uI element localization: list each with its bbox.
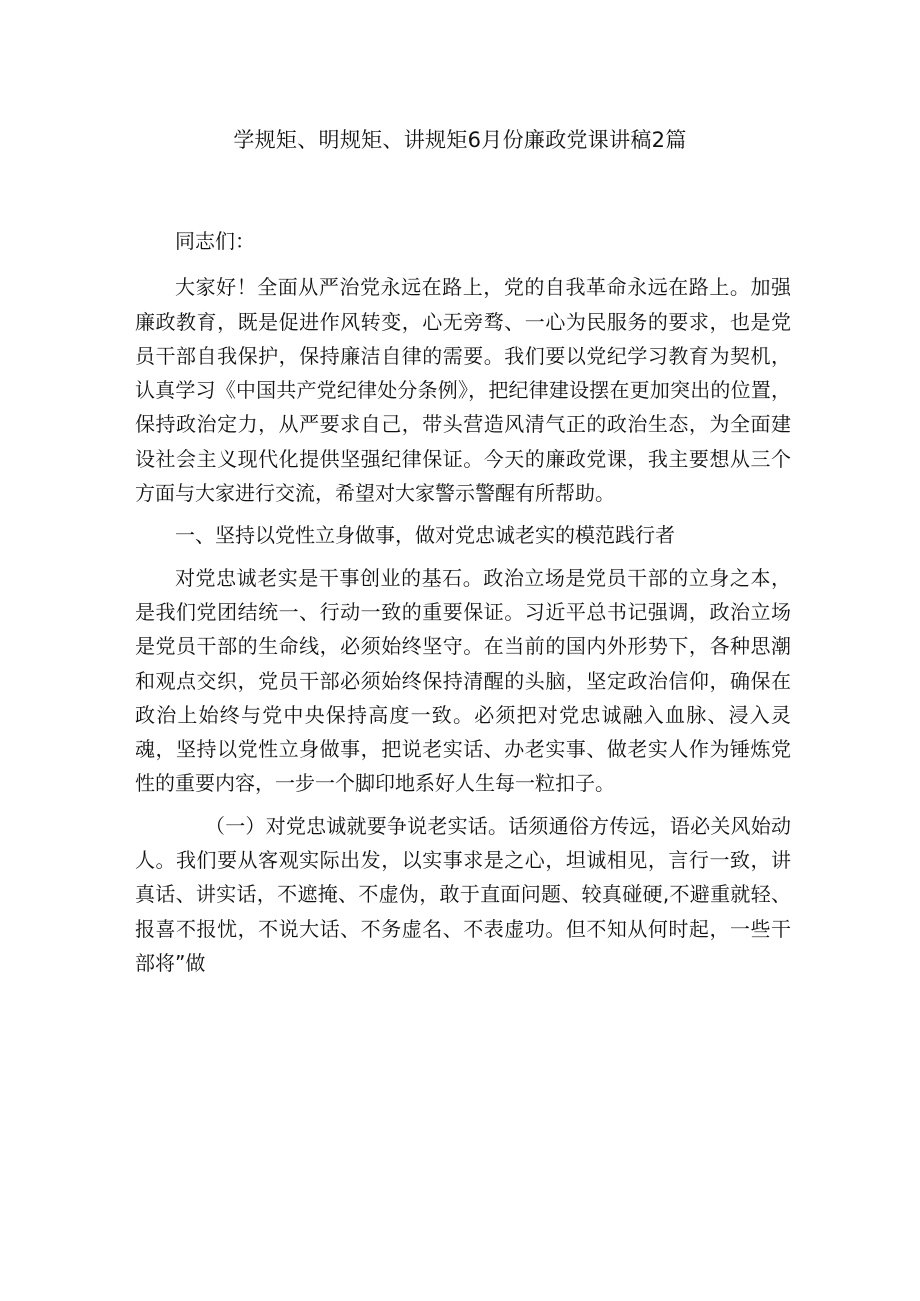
subsection-1-paragraph: （一）对党忠诚就要争说老实话。话须通俗方传远，语必关风始动人。我们要从客观实际出发，以实事求是之心，坦诚相见，言行一致，讲真话、讲实话，不遮掩、不虚伪，敢于直面问题、较真碰硬,不避重就轻、报喜不报忧，不说大话、不务虚名、不表虚功。但不知从何时起，一些干部将”做: [135, 813, 791, 975]
section-1-paragraph: 对党忠诚老实是干事创业的基石。政治立场是党员干部的立身之本，是我们党团结统一、行动一致的重要保证。习近平总书记强调，政治立场是党员干部的生命线，必须始终坚守。在当前的国内外形势下，各种思潮和观点交织，党员干部必须始终保持清醒的头脑，坚定政治信仰，确保在政治上始终与党中央保持高度一致。必须把对党忠诚融入血脉、浸入灵魂，坚持以党性立身做事，把说老实话、办老实事、做老实人作为锤炼党性的重要内容，一步一个脚印地系好人生每一粒扣子。: [135, 565, 791, 796]
intro-paragraph: 大家好！全面从严治党永远在路上，党的自我革命永远在路上。加强廉政教育，既是促进作风转变，心无旁骛、一心为民服务的要求，也是党员干部自我保护，保持廉洁自律的需要。我们要以党纪学习教育为契机，认真学习《中国共产党纪律处分条例》，把纪律建设摆在更加突出的位置，保持政治定力，从严要求自己，带头营造风清气正的政治生态，为全面建设社会主义现代化提供坚强纪律保证。今天的廉政党课，我主要想从三个方面与大家进行交流，希望对大家警示警醒有所帮助。: [135, 275, 791, 506]
document-body: [135, 224, 791, 980]
section-heading-1: 一、坚持以党性立身做事，做对党忠诚老实的模范践行者: [175, 523, 675, 548]
document-title: 学规矩、明规矩、讲规矩6月份廉政党课讲稿2篇: [233, 128, 687, 152]
salutation: 同志们：: [175, 229, 255, 253]
